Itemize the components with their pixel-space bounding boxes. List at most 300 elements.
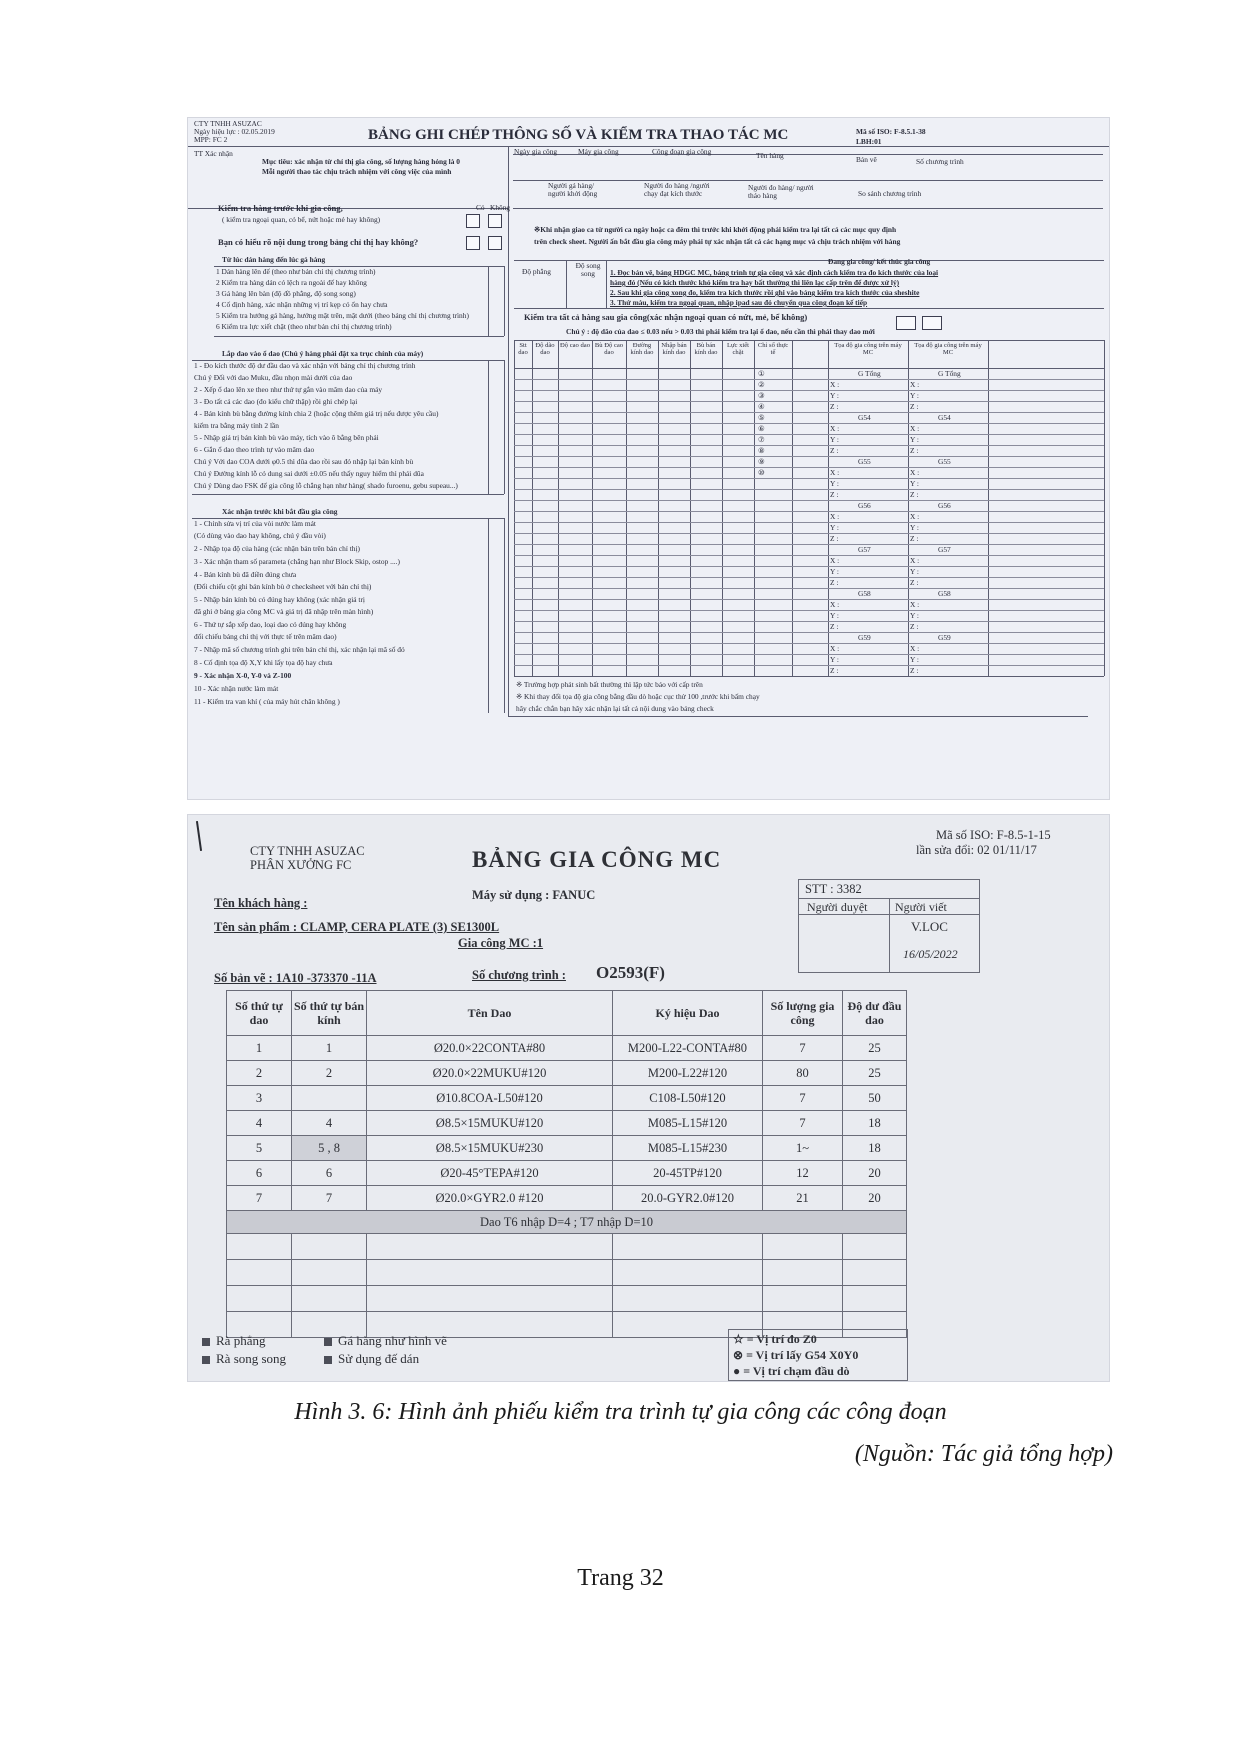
axis-label: Z : xyxy=(910,578,919,587)
empty-cell[interactable] xyxy=(843,1260,907,1286)
list-item: 5 - Nhập giá trị bán kính bù vào máy, tích vào ô bằng bên phải xyxy=(194,433,379,442)
list-item: Chú ý Với dao COA dưới φ0.5 thì dũa dao rồi sau đó nhập lại bán kính bù xyxy=(194,457,414,466)
axis-label: X : xyxy=(910,556,920,565)
understand-yes-box[interactable] xyxy=(466,236,480,250)
header-process-date: Ngày gia công xyxy=(514,147,558,156)
mc-iso-code: Mã số ISO: F-8.5-1-15 xyxy=(936,828,1051,842)
writer-label: Người viết xyxy=(895,900,947,914)
grid-line xyxy=(514,632,828,633)
table-row xyxy=(227,1061,907,1086)
list-item: 3 - Xác nhận tham số parameta (chẳng hạn như Block Skip, ostop ....) xyxy=(194,557,400,566)
list-item: kiểm tra bằng máy tính 2 lần xyxy=(194,421,279,430)
program-label: Số chương trình : xyxy=(472,968,566,982)
axis-label: X : xyxy=(830,600,840,609)
cell-tool-code: M085-L15#230 xyxy=(613,1136,763,1161)
grid-line xyxy=(828,379,1104,380)
cell-radius-order: 2 xyxy=(292,1061,367,1086)
list-item: 8 - Cố định tọa độ X,Y khi lấy tọa độ hay chưa xyxy=(194,658,333,667)
drawing-number: Số bản vẽ : 1A10 -373370 -11A xyxy=(214,971,377,985)
empty-cell[interactable] xyxy=(613,1286,763,1312)
cell-quantity: 7 xyxy=(763,1086,843,1111)
no-label: Không xyxy=(490,203,511,212)
legend-square-icon xyxy=(324,1338,332,1346)
axis-label: Z : xyxy=(910,490,919,499)
cell-tool-code: M200-L22-CONTA#80 xyxy=(613,1036,763,1061)
during-item: 3. Thứ màu, kiểm tra ngoại quan, nhập ipad sau đó chuyển qua công đoạn kế tiếp xyxy=(610,298,868,307)
g-code-label: G54 xyxy=(858,413,871,422)
during-item: hàng đó (Nếu có kích thước khó kiểm tra hay bất thường thì liên lạc cấp trên để được xử lý) xyxy=(610,278,900,287)
axis-label: Z : xyxy=(830,622,839,631)
header-remover: Người đo hàng/ người tháo hàng xyxy=(748,183,814,201)
list-item: 1 - Đo kích thước độ dư đầu dao và xác nhận với bảng chỉ thị chương trình xyxy=(194,361,416,370)
grid-line xyxy=(514,478,828,479)
legend-square-icon xyxy=(324,1356,332,1364)
header-program: Số chương trình xyxy=(916,157,964,166)
mc-revision: lần sửa đổi: 02 01/11/17 xyxy=(916,843,1037,857)
cell-quantity: 12 xyxy=(763,1161,843,1186)
grid-line xyxy=(514,654,828,655)
empty-cell[interactable] xyxy=(843,1286,907,1312)
axis-label: Y : xyxy=(910,611,919,620)
empty-cell[interactable] xyxy=(367,1286,613,1312)
company-name: CTY TNHH ASUZAC xyxy=(194,119,262,128)
grid-line xyxy=(514,665,828,666)
col-tool-order: Số thứ tự dao xyxy=(227,991,292,1036)
cell-overhang: 20 xyxy=(843,1161,907,1186)
sheet-title: BẢNG GHI CHÉP THÔNG SỐ VÀ KIỂM TRA THAO TÁC MC xyxy=(368,127,789,143)
customer-label: Tên khách hàng : xyxy=(214,896,308,910)
axis-label: Z : xyxy=(830,402,839,411)
grid-line xyxy=(828,467,1104,468)
grid-header: Độ cao dao xyxy=(559,342,591,349)
cell-tool-order: 6 xyxy=(227,1161,292,1186)
stt-number: STT : 3382 xyxy=(805,882,862,896)
empty-cell[interactable] xyxy=(227,1260,292,1286)
header-machine: Máy gia công xyxy=(578,147,619,156)
machine-used: Máy sử dụng : FANUC xyxy=(472,888,596,902)
mc-title: BẢNG GIA CÔNG MC xyxy=(472,847,722,872)
grid-line xyxy=(514,621,828,622)
cell-tool-order: 4 xyxy=(227,1111,292,1136)
cell-tool-name: Ø20-45°TEPA#120 xyxy=(367,1161,613,1186)
circled-number: ③ xyxy=(758,391,765,400)
grid-line xyxy=(514,500,828,501)
mc-sheet-photo xyxy=(187,814,1110,1382)
pre-check-label: Kiểm tra hàng trước khi gia công, xyxy=(218,203,343,213)
g-total-label: G Tổng xyxy=(858,369,881,378)
g-code-label: G57 xyxy=(858,545,871,554)
legend-mount: Gá hàng như hình vẽ xyxy=(324,1334,447,1347)
header-measurer: Người đo hàng /người chạy đạt kích thước xyxy=(644,181,710,199)
list-item: 4 - Bán kính bù đã điền đúng chưa xyxy=(194,570,297,579)
g-code-label: G56 xyxy=(938,501,951,510)
legend-flat: Rà phẳng xyxy=(202,1334,265,1347)
header-mounter: Người gá hàng/ người khởi động xyxy=(548,181,598,199)
grid-line xyxy=(514,511,828,512)
cell-tool-name: Ø10.8COA-L50#120 xyxy=(367,1086,613,1111)
empty-cell[interactable] xyxy=(613,1260,763,1286)
g-code-label: G57 xyxy=(938,545,951,554)
figure-source: (Nguồn: Tác giả tổng hợp) xyxy=(854,1441,1113,1467)
col-radius-order: Số thứ tự bán kính xyxy=(292,991,367,1036)
post-check-label: Kiểm tra tất cả hàng sau gia công(xác nhận ngoại quan có nứt, mẻ, bể không) xyxy=(524,312,808,322)
page-number: Trang 32 xyxy=(577,1565,664,1591)
grid-line xyxy=(828,478,1104,479)
axis-label: X : xyxy=(830,512,840,521)
grid-line xyxy=(514,401,828,402)
grid-line xyxy=(514,445,828,446)
list-item: đối chiếu bảng chỉ thị với thực tế trên mâm dao) xyxy=(194,632,337,641)
legend-parallel: Rà song song xyxy=(202,1352,286,1365)
cell-overhang: 18 xyxy=(843,1111,907,1136)
cell-quantity: 1~ xyxy=(763,1136,843,1161)
table-header-row xyxy=(227,991,907,1036)
writer-date: 16/05/2022 xyxy=(903,947,958,961)
axis-label: Z : xyxy=(830,490,839,499)
axis-label: Y : xyxy=(830,655,839,664)
axis-label: Z : xyxy=(910,534,919,543)
axis-label: Y : xyxy=(830,435,839,444)
circled-number: ⑩ xyxy=(758,468,765,477)
coord-header: Tọa độ gia công trên máy MC xyxy=(834,342,902,357)
grid-line xyxy=(514,610,828,611)
axis-label: Y : xyxy=(830,523,839,532)
axis-label: X : xyxy=(830,380,840,389)
empty-cell[interactable] xyxy=(367,1234,613,1260)
list-item: 9 - Xác nhận X-0, Y-0 và Z-100 xyxy=(194,671,292,680)
grid-line xyxy=(514,588,828,589)
axis-label: X : xyxy=(910,380,920,389)
cell-radius-order: 7 xyxy=(292,1186,367,1211)
list-item: 11 - Kiểm tra van khí ( của máy hút chân không ) xyxy=(194,697,340,706)
list-item: đã ghi ở bảng gia công MC và giá trị đã nhập trên màn hình) xyxy=(194,607,374,616)
g-total-label: G Tổng xyxy=(938,369,961,378)
grid-line xyxy=(514,544,828,545)
pen-mark xyxy=(196,821,202,851)
legend-square-icon xyxy=(202,1356,210,1364)
cell-tool-code: M200-L22#120 xyxy=(613,1061,763,1086)
understand-no-box[interactable] xyxy=(488,236,502,250)
grid-line xyxy=(828,390,1104,391)
cell-tool-code: C108-L50#120 xyxy=(613,1086,763,1111)
axis-label: Z : xyxy=(910,666,919,675)
approval-box xyxy=(798,879,980,973)
axis-label: X : xyxy=(830,644,840,653)
cell-tool-order: 7 xyxy=(227,1186,292,1211)
list-item: 3 Gá hàng lên bàn (độ đồ phẳng, độ song song) xyxy=(216,289,356,298)
header-drawing: Bản vẽ xyxy=(856,155,877,164)
grid-header: Đường kính dao xyxy=(630,342,654,357)
confirm-label: TT Xác nhận xyxy=(194,149,233,158)
footnote-1: ※ Trường hợp phát sinh bất thường thì lập tức báo với cấp trên xyxy=(516,680,703,689)
grid-line xyxy=(828,599,1104,600)
list-item: 7 - Nhập mã số chương trình ghi trên bản chỉ thị, xác nhận lại mã số đó xyxy=(194,645,405,654)
list-item: Chú ý Đường kính lỗ có dung sai dưới ±0.05 nếu thấy nguy hiểm thì phải dũa xyxy=(194,469,424,478)
mc-workshop: PHÂN XƯỞNG FC xyxy=(250,858,352,872)
list-item: 6 Kiểm tra lực xiết chặt (theo như bản chỉ thị chương trình) xyxy=(216,322,392,331)
list-item: (Có dùng vào dao hay không, chú ý đầu vòi) xyxy=(194,531,326,540)
grid-line xyxy=(828,654,1104,655)
col-overhang: Độ dư đầu dao xyxy=(843,991,907,1036)
axis-label: X : xyxy=(910,468,920,477)
axis-label: Z : xyxy=(830,446,839,455)
list-item: 2 - Nhập tọa độ của hàng (các nhận bản trên bản chỉ thị) xyxy=(194,544,361,553)
during-item: 2. Sau khi gia công xong đo, kiểm tra kích thước rồi ghi vào bảng kiểm tra kích thước của sheshite xyxy=(610,288,920,297)
post-check-yes-box[interactable] xyxy=(896,316,916,330)
list-item: 2 - Xếp ổ dao lên xe theo như thứ tự gắn vào mâm dao của máy xyxy=(194,385,383,394)
figure-caption: Hình 3. 6: Hình ảnh phiếu kiểm tra trình tự gia công các công đoạn xyxy=(294,1399,947,1425)
yes-label: Có xyxy=(476,203,485,212)
g-code-label: G58 xyxy=(858,589,871,598)
axis-label: Y : xyxy=(830,611,839,620)
grid-line xyxy=(514,423,828,424)
axis-label: Y : xyxy=(910,655,919,664)
cell-overhang: 20 xyxy=(843,1186,907,1211)
table-row xyxy=(227,1036,907,1061)
grid-line xyxy=(828,401,1104,402)
axis-label: X : xyxy=(830,556,840,565)
list-item: (Đối chiếu cột ghi bán kính bù ở checksheet với bản chỉ thị) xyxy=(194,582,372,591)
axis-label: Y : xyxy=(910,567,919,576)
empty-row xyxy=(227,1286,907,1312)
grid-header: Bù Độ cao dao xyxy=(594,342,624,357)
grid-line xyxy=(514,533,828,534)
col-tool-name: Tên Dao xyxy=(367,991,613,1036)
cell-radius-order: 4 xyxy=(292,1111,367,1136)
during-item: 1. Đọc bản vẽ, bảng HDGC MC, bảng trình tự gia công và xác định cách kiểm tra đo kích thước của loại xyxy=(610,268,939,277)
grid-line xyxy=(514,390,828,391)
circled-number: ⑥ xyxy=(758,424,765,433)
tool-table xyxy=(226,990,907,1338)
filled-circle-icon: ● xyxy=(733,1364,741,1378)
axis-label: X : xyxy=(830,424,840,433)
section-c-title: Xác nhận trước khi bắt đầu gia công xyxy=(222,507,338,516)
writer-name: V.LOC xyxy=(911,919,948,934)
axis-label: X : xyxy=(830,468,840,477)
grid-line xyxy=(828,610,1104,611)
grid-line xyxy=(828,555,1104,556)
table-row xyxy=(227,1161,907,1186)
legend-base: Sử dụng đế dán xyxy=(324,1352,419,1365)
list-item: 3 - Đo tất cả các dao (đo kiểu chữ thập) rồi ghi chép lại xyxy=(194,397,358,406)
check-sheet-photo xyxy=(187,117,1110,800)
effective-date: Ngày hiệu lực : 02.05.2019 xyxy=(194,127,275,136)
grid-line xyxy=(828,643,1104,644)
grid-line xyxy=(514,566,828,567)
empty-cell[interactable] xyxy=(367,1260,613,1286)
axis-label: Y : xyxy=(830,391,839,400)
g-code-label: G55 xyxy=(858,457,871,466)
cell-overhang: 18 xyxy=(843,1136,907,1161)
cell-quantity: 7 xyxy=(763,1111,843,1136)
cell-tool-order: 2 xyxy=(227,1061,292,1086)
grid-line xyxy=(828,665,1104,666)
grid-line xyxy=(828,434,1104,435)
grid-header: Bù bán kính dao xyxy=(694,342,718,357)
grid-line xyxy=(514,467,828,468)
marker-z0: ☆ = Vị trí đo Z0 xyxy=(733,1332,817,1346)
axis-label: Z : xyxy=(910,622,919,631)
iso-code: Mã số ISO: F-8.5.1-38 xyxy=(856,127,926,136)
empty-cell[interactable] xyxy=(227,1286,292,1312)
grid-line xyxy=(828,511,1104,512)
marker-legend xyxy=(728,1329,908,1381)
cell-tool-order: 5 xyxy=(227,1136,292,1161)
circled-number: ⑧ xyxy=(758,446,765,455)
g-code-label: G55 xyxy=(938,457,951,466)
cell-overhang: 50 xyxy=(843,1086,907,1111)
table-row xyxy=(227,1136,907,1161)
revision: LBH:01 xyxy=(856,137,882,146)
parallel-label: Độ song song xyxy=(575,261,601,279)
table-row xyxy=(227,1086,907,1111)
empty-cell[interactable] xyxy=(292,1234,367,1260)
grid-line xyxy=(514,522,828,523)
post-check-no-box[interactable] xyxy=(922,316,942,330)
grid-header: Lực xiết chặt xyxy=(726,342,750,357)
note-cell: Dao T6 nhập D=4 ; T7 nhập D=10 xyxy=(227,1211,907,1234)
grid-line xyxy=(514,643,828,644)
list-item: 6 - Gắn ổ dao theo trình tự vào mâm dao xyxy=(194,445,315,454)
pre-check-no-box[interactable] xyxy=(488,214,502,228)
coord-header: Tọa độ gia công trên máy MC xyxy=(914,342,982,357)
grid-line xyxy=(514,599,828,600)
axis-label: X : xyxy=(910,424,920,433)
grid-line xyxy=(828,423,1104,424)
cell-tool-name: Ø20.0×22CONTA#80 xyxy=(367,1036,613,1061)
pre-check-yes-box[interactable] xyxy=(466,214,480,228)
col-quantity: Số lượng gia công xyxy=(763,991,843,1036)
circled-number: ④ xyxy=(758,402,765,411)
understand-question: Bạn có hiểu rõ nội dung trong bảng chỉ thị hay không? xyxy=(218,237,419,247)
star-icon: ☆ xyxy=(733,1332,744,1346)
grid-line xyxy=(828,621,1104,622)
axis-label: X : xyxy=(910,512,920,521)
crossed-circle-icon: ⊗ xyxy=(733,1348,744,1362)
empty-cell[interactable] xyxy=(613,1234,763,1260)
cell-tool-name: Ø8.5×15MUKU#120 xyxy=(367,1111,613,1136)
empty-row xyxy=(227,1260,907,1286)
cell-tool-code: 20.0-GYR2.0#120 xyxy=(613,1186,763,1211)
empty-cell[interactable] xyxy=(763,1234,843,1260)
compare-program-label: So sánh chương trình xyxy=(858,189,922,198)
circled-number: ⑤ xyxy=(758,413,765,422)
grid-line xyxy=(514,676,1104,677)
grid-line xyxy=(514,434,828,435)
program-number: O2593(F) xyxy=(596,963,665,982)
g-code-label: G59 xyxy=(858,633,871,642)
axis-label: Y : xyxy=(830,479,839,488)
grid-line xyxy=(514,456,828,457)
cell-tool-name: Ø8.5×15MUKU#230 xyxy=(367,1136,613,1161)
header-stage: Công đoạn gia công xyxy=(652,147,712,156)
marker-g54: ⊗ = Vị trí lấy G54 X0Y0 xyxy=(733,1348,859,1362)
grid-line xyxy=(514,379,828,380)
handover-note-2: trên check sheet. Người ấn bắt đầu gia công máy phải tự xác nhận tất cả các hạng mục và chịu trách nhiệm với hàng xyxy=(534,237,901,246)
grid-line xyxy=(514,555,828,556)
list-item: Chú ý Dùng dao FSK để gia công lỗ chẳng hạn như hàng( shado furoenu, gebu supeau...) xyxy=(194,481,458,490)
empty-cell[interactable] xyxy=(763,1260,843,1286)
objective-line-1: Mục tiêu: xác nhận từ chỉ thị gia công, số lượng hàng hỏng là 0 xyxy=(262,157,460,166)
empty-cell[interactable] xyxy=(292,1260,367,1286)
grid-line xyxy=(1104,340,1105,676)
list-item: 5 - Nhập bán kính bù có đúng hay không (xác nhận giá trị xyxy=(194,595,365,604)
circled-number: ⑦ xyxy=(758,435,765,444)
cell-overhang: 25 xyxy=(843,1036,907,1061)
cell-quantity: 21 xyxy=(763,1186,843,1211)
circled-number: ② xyxy=(758,380,765,389)
axis-label: Y : xyxy=(830,567,839,576)
section-b-title: Lắp dao vào ổ dao (Chú ý hàng phải đặt xa trục chính của máy) xyxy=(222,349,424,358)
mc-count: Gia công MC :1 xyxy=(458,936,544,950)
during-title: Đang gia công/ kết thúc gia công xyxy=(828,257,931,266)
table-row xyxy=(227,1111,907,1136)
axis-label: Z : xyxy=(830,534,839,543)
cell-radius-order: 5 , 8 xyxy=(292,1136,367,1161)
axis-label: X : xyxy=(910,644,920,653)
grid-line xyxy=(514,577,828,578)
cell-radius-order: 1 xyxy=(292,1036,367,1061)
grid-line xyxy=(828,577,1104,578)
footnote-2: ※ Khi thay đổi tọa độ gia công bằng đầu dò hoặc cục thử 100 ,trước khi bấm chạy xyxy=(516,692,760,701)
list-item: 10 - Xác nhận nước làm mát xyxy=(194,684,279,693)
col-tool-code: Ký hiệu Dao xyxy=(613,991,763,1036)
grid-line xyxy=(514,368,1104,369)
tool-note: Chú ý : độ dão của dao ≤ 0.03 nếu > 0.03 thì phải kiểm tra lại ổ dao, nếu cần thì phải thay dao mới xyxy=(566,327,875,336)
circled-number: ⑨ xyxy=(758,457,765,466)
cell-tool-code: M085-L15#120 xyxy=(613,1111,763,1136)
pre-check-sub: ( kiểm tra ngoại quan, có bể, nứt hoặc mẻ hay không) xyxy=(222,215,381,224)
axis-label: Z : xyxy=(910,446,919,455)
list-item: 1 Dán hàng lên đế (theo như bản chỉ thị chương trình) xyxy=(216,267,376,276)
approver-label: Người duyệt xyxy=(807,900,868,914)
cell-quantity: 7 xyxy=(763,1036,843,1061)
empty-cell[interactable] xyxy=(843,1234,907,1260)
grid-line xyxy=(828,566,1104,567)
cell-radius-order: 6 xyxy=(292,1161,367,1186)
axis-label: Z : xyxy=(830,666,839,675)
list-item: Chú ý Đối với dao Muku, đầu nhọn mài dưới của dao xyxy=(194,373,353,382)
grid-header: Chỉ số thực tế xyxy=(757,342,789,357)
empty-cell[interactable] xyxy=(227,1234,292,1260)
g-code-label: G58 xyxy=(938,589,951,598)
product-name: Tên sản phẩm : CLAMP, CERA PLATE (3) SE1300L xyxy=(214,920,500,934)
axis-label: Y : xyxy=(910,435,919,444)
axis-label: Y : xyxy=(910,391,919,400)
grid-line xyxy=(828,445,1104,446)
handover-note-1: ※Khi nhận giao ca từ người ca ngày hoặc ca đêm thì trước khi khởi động phải kiểm tra lại tất cả các mục quy định xyxy=(534,225,897,234)
note-row xyxy=(227,1211,907,1234)
grid-header: Stt dao xyxy=(518,342,528,357)
axis-label: X : xyxy=(910,600,920,609)
grid-line xyxy=(828,489,1104,490)
g-code-label: G54 xyxy=(938,413,951,422)
empty-cell[interactable] xyxy=(292,1286,367,1312)
footnote-3: hãy chắc chắn bạn hãy xác nhận lại tất cả nội dung vào bảng check xyxy=(516,704,714,713)
section-a-title: Từ lúc dán hàng đến lúc gá hàng xyxy=(222,255,326,264)
mc-company: CTY TNHH ASUZAC xyxy=(250,844,365,858)
list-item: 2 Kiểm tra hàng dán có lệch ra ngoài đế hay không xyxy=(216,278,367,287)
legend-square-icon xyxy=(202,1338,210,1346)
mpp-code: MPP: FC 2 xyxy=(194,135,228,144)
g-code-label: G59 xyxy=(938,633,951,642)
list-item: 6 - Thứ tự sắp xếp dao, loại dao có đúng hay không xyxy=(194,620,347,629)
cell-tool-order: 3 xyxy=(227,1086,292,1111)
axis-label: Z : xyxy=(910,402,919,411)
grid-line xyxy=(828,522,1104,523)
g-code-label: G56 xyxy=(858,501,871,510)
empty-cell[interactable] xyxy=(763,1286,843,1312)
